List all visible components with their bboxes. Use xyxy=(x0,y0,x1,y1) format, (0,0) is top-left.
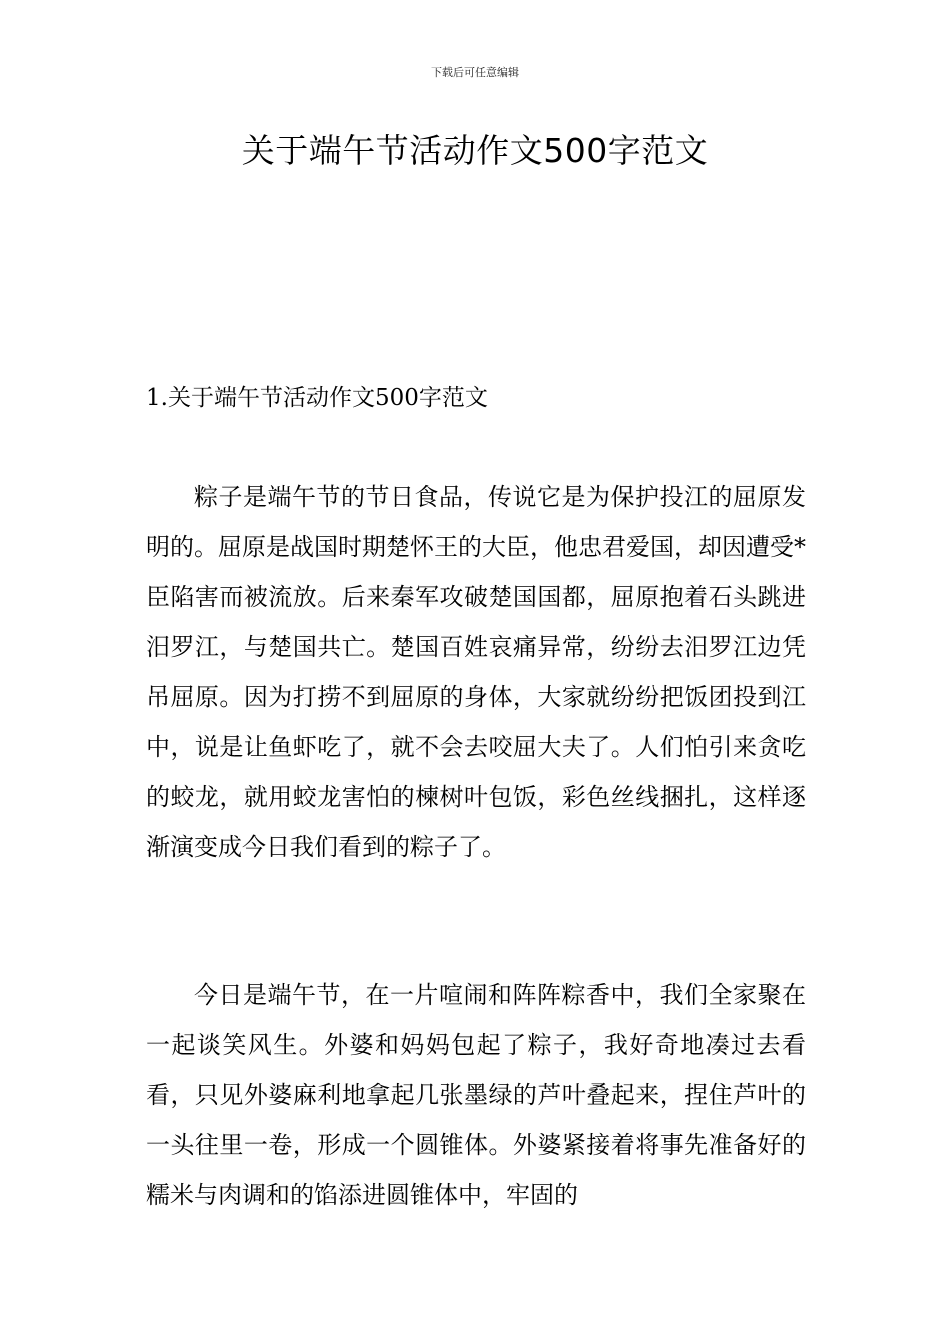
page-header-note: 下载后可任意编辑 xyxy=(431,66,519,79)
section-heading: 1.关于端午节活动作文500字范文 xyxy=(146,385,488,411)
body-paragraph-2: 今日是端午节，在一片喧闹和阵阵粽香中，我们全家聚在一起谈笑风生。外婆和妈妈包起了粽子，我好奇地凑过去看看，只见外婆麻利地拿起几张墨绿的芦叶叠起来，捏住芦叶的一头往里一卷，形成一个圆锥体。外婆紧接着将事先准备好的糯米与肉调和的馅添进圆锥体中，牢固的 xyxy=(146,981,806,1209)
body-paragraph-1: 粽子是端午节的节日食品，传说它是为保护投江的屈原发明的。屈原是战国时期楚怀王的大臣，他忠君爱国，却因遭受*臣陷害而被流放。后来秦军攻破楚国国都，屈原抱着石头跳进汨罗江，与楚国共亡。楚国百姓哀痛异常，纷纷去汨罗江边凭吊屈原。因为打捞不到屈原的身体，大家就纷纷把饭团投到江中，说是让鱼虾吃了，就不会去咬屈大夫了。人们怕引来贪吃的蛟龙，就用蛟龙害怕的楝树叶包饭，彩色丝线捆扎，这样逐渐演变成今日我们看到的粽子了。 xyxy=(146,483,806,861)
document-title: 关于端午节活动作文500字范文 xyxy=(241,131,709,170)
